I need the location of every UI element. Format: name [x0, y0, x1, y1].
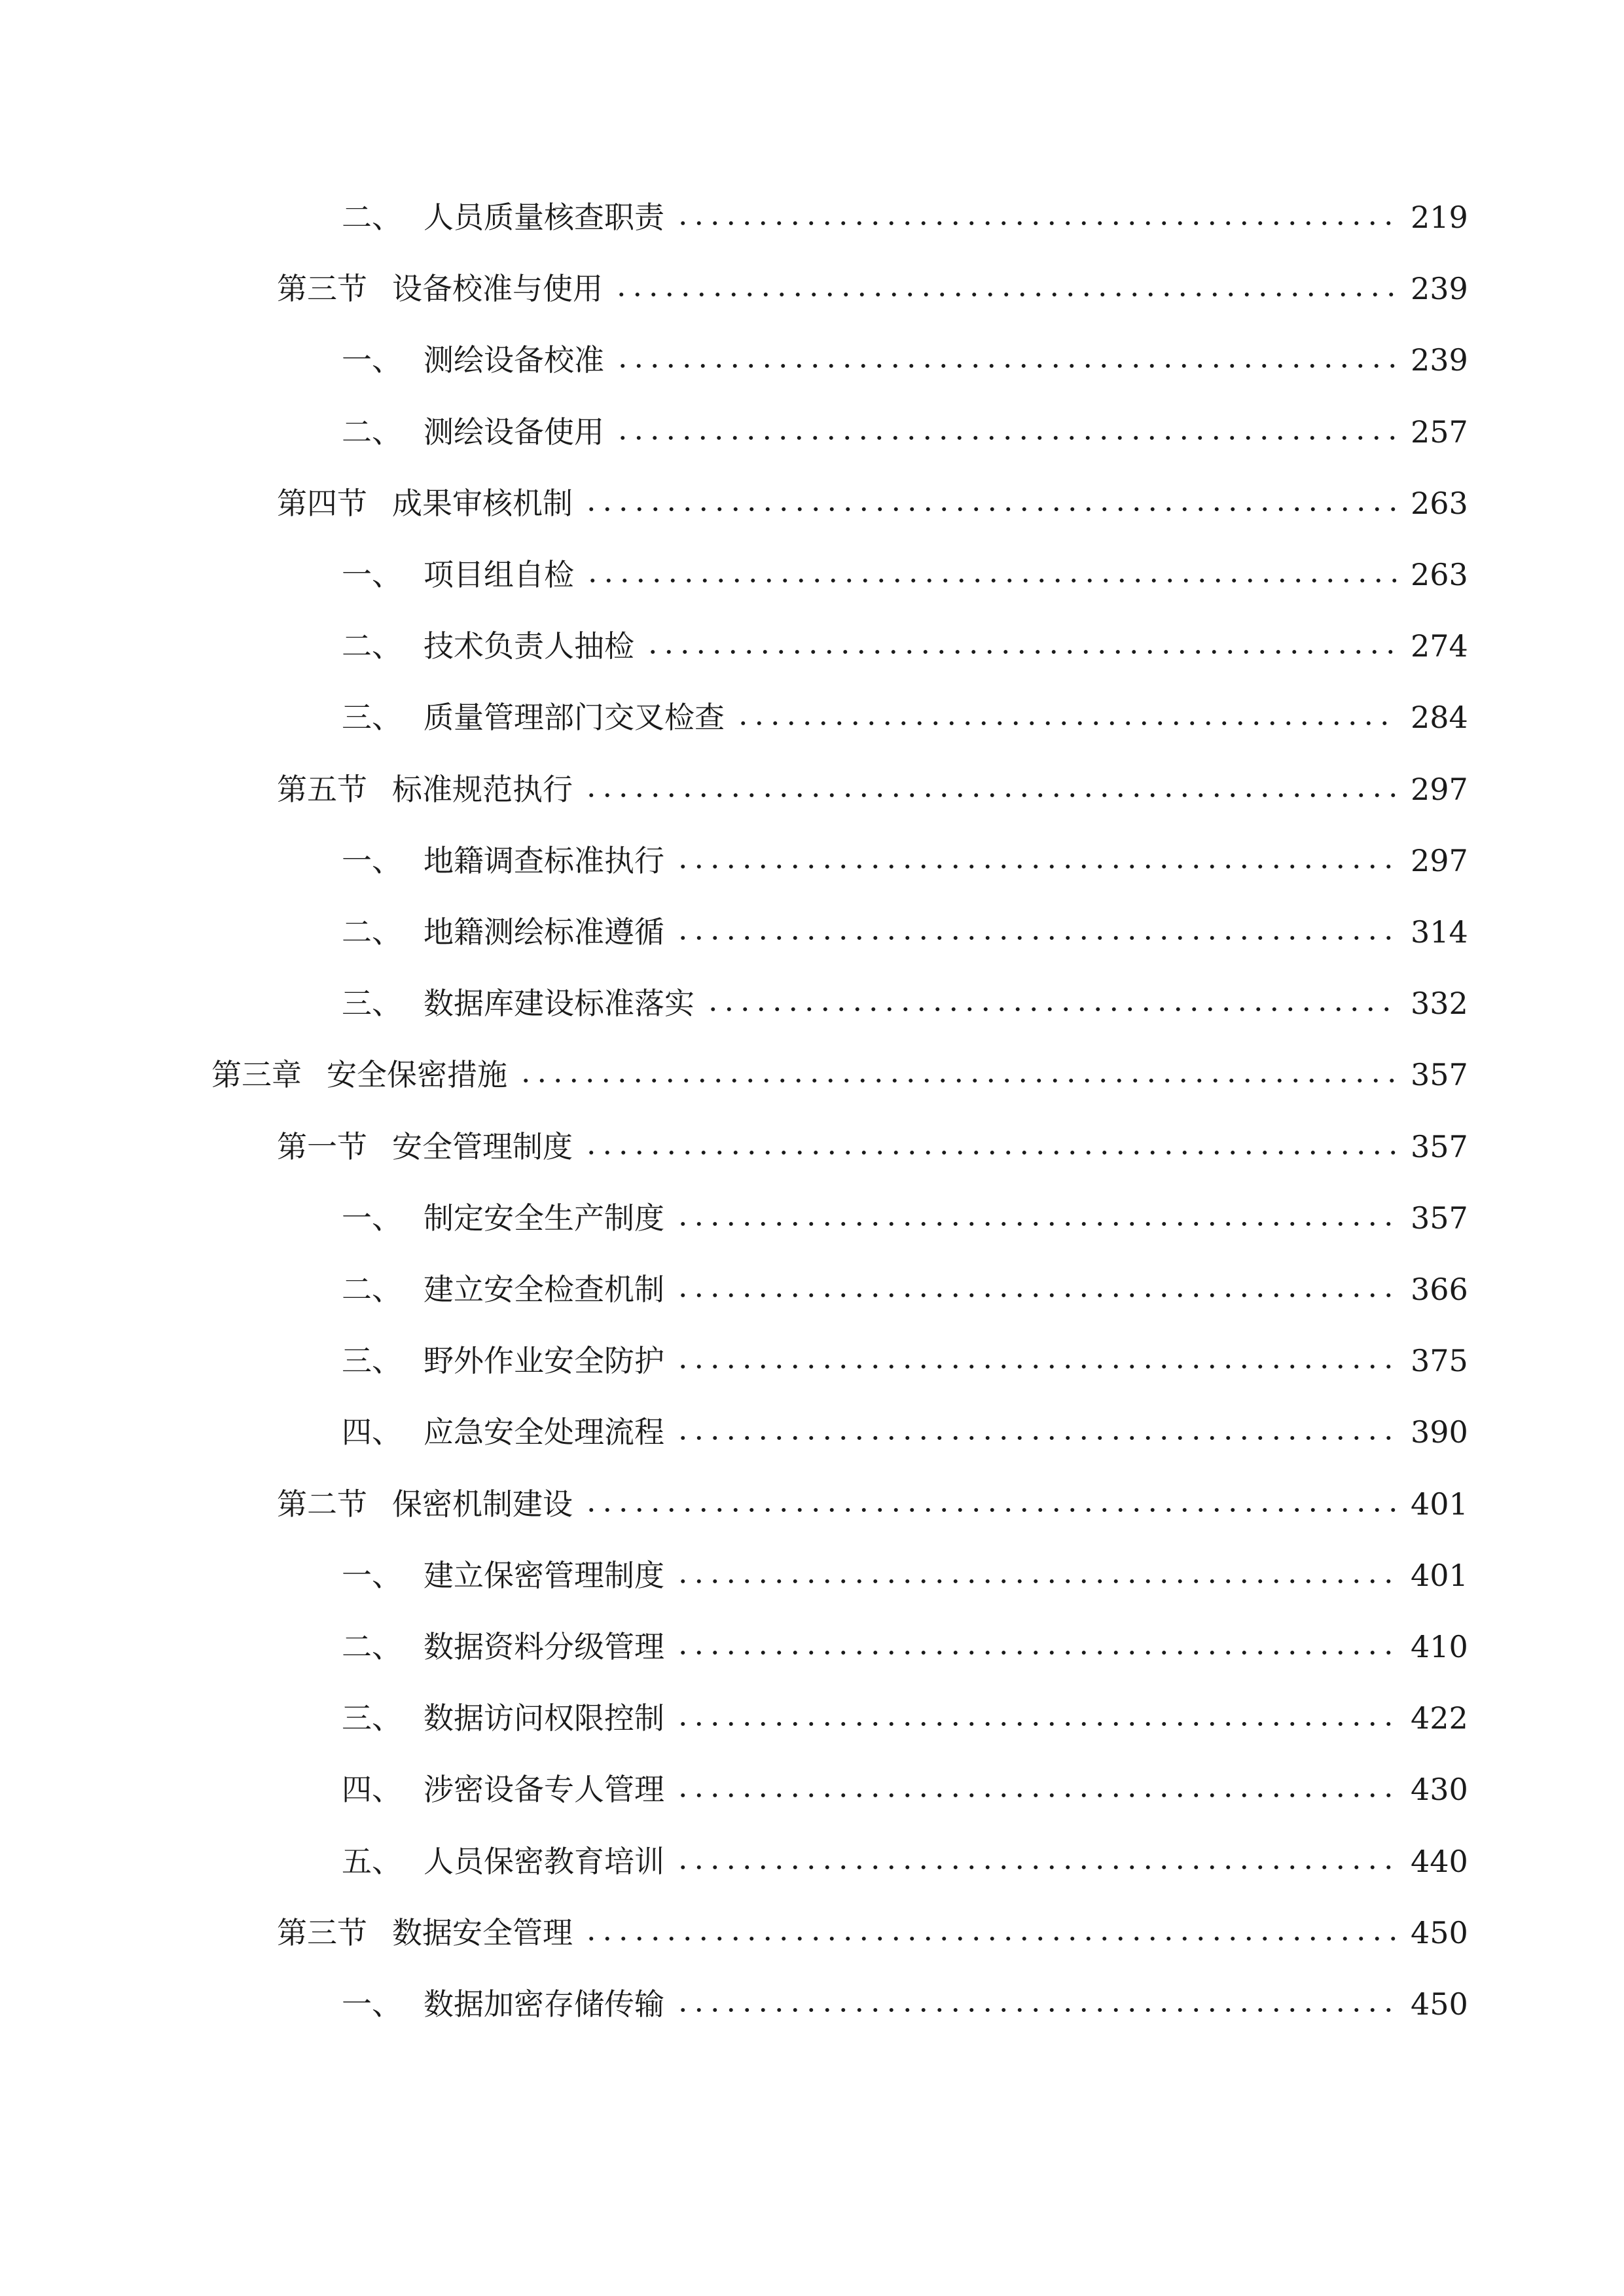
toc-entry[interactable]	[277, 262, 1468, 315]
toc-entry-label	[342, 548, 574, 601]
toc-entry-label	[342, 906, 664, 958]
toc-entry-page: 422	[1411, 1700, 1468, 1736]
toc-entry-label	[342, 1835, 664, 1888]
toc-entry-number: 三、	[342, 986, 402, 1021]
toc-entry[interactable]	[342, 1406, 1468, 1458]
toc-entry-title: 应急安全处理流程	[424, 1414, 664, 1450]
toc-entry-title: 保密机制建设	[392, 1486, 573, 1522]
toc-entry-label	[342, 977, 695, 1030]
toc-entry[interactable]	[342, 1263, 1468, 1316]
toc-entry-label	[211, 1049, 507, 1101]
toc-entry[interactable]	[342, 1763, 1468, 1816]
toc-entry-number: 三、	[342, 1343, 402, 1378]
toc-entry-number: 第二节	[277, 1486, 367, 1522]
toc-entry-page: 440	[1411, 1844, 1468, 1879]
dot-leader	[675, 863, 1396, 870]
toc-entry-number: 二、	[342, 414, 402, 450]
toc-entry-label	[342, 691, 725, 744]
dot-leader	[583, 1149, 1396, 1156]
toc-entry-page: 430	[1411, 1772, 1468, 1807]
toc-entry-page: 450	[1411, 1986, 1468, 2022]
toc-entry-number: 一、	[342, 843, 402, 878]
toc-entry-page: 274	[1411, 628, 1468, 664]
toc-entry-label	[342, 1978, 664, 2030]
dot-leader	[518, 1077, 1396, 1084]
toc-entry-title: 地籍调查标准执行	[424, 843, 664, 878]
toc-entry-page: 332	[1411, 986, 1468, 1021]
dot-leader	[675, 1221, 1396, 1227]
toc-entry-title: 人员质量核查职责	[424, 200, 664, 235]
dot-leader	[615, 435, 1396, 441]
toc-entry-number: 二、	[342, 914, 402, 950]
toc-entry-label	[342, 191, 664, 243]
toc-entry-number: 第五节	[277, 772, 367, 807]
toc-entry-page: 257	[1411, 414, 1468, 450]
toc-entry-title: 建立安全检查机制	[424, 1272, 664, 1307]
toc-entry[interactable]	[277, 763, 1468, 816]
toc-entry-page: 297	[1411, 843, 1468, 878]
toc-entry-number: 五、	[342, 1844, 402, 1879]
toc-entry-title: 数据资料分级管理	[424, 1629, 664, 1664]
toc-entry-title: 项目组自检	[424, 557, 574, 592]
toc-entry-label	[342, 334, 604, 386]
toc-entry-number: 第三节	[277, 271, 367, 306]
toc-entry-page: 366	[1411, 1272, 1468, 1307]
toc-entry-label	[277, 262, 603, 315]
dot-leader	[585, 577, 1396, 584]
toc-entry[interactable]	[277, 477, 1468, 529]
toc-entry[interactable]	[342, 1692, 1468, 1744]
toc-entry-title: 数据安全管理	[392, 1915, 573, 1950]
toc-entry-title: 技术负责人抽检	[424, 628, 634, 664]
dot-leader	[705, 1006, 1396, 1013]
toc-entry-title: 数据库建设标准落实	[424, 986, 695, 1021]
dot-leader	[675, 1792, 1396, 1799]
toc-entry-page: 314	[1411, 914, 1468, 950]
toc-entry-page: 219	[1411, 200, 1468, 235]
toc-entry-title: 设备校准与使用	[392, 271, 603, 306]
toc-entry-label	[342, 1692, 664, 1744]
toc-entry-title: 人员保密教育培训	[424, 1844, 664, 1879]
toc-entry-number: 二、	[342, 628, 402, 664]
toc-entry-label	[342, 834, 664, 887]
toc-entry-label	[277, 1121, 573, 1173]
toc-entry-number: 一、	[342, 557, 402, 592]
toc-entry-title: 建立保密管理制度	[424, 1558, 664, 1593]
toc-entry[interactable]	[342, 1335, 1468, 1387]
dot-leader	[675, 1721, 1396, 1727]
toc-entry-number: 四、	[342, 1414, 402, 1450]
toc-entry-number: 三、	[342, 700, 402, 735]
toc-entry-page: 263	[1411, 557, 1468, 592]
toc-entry-label	[342, 1621, 664, 1673]
dot-leader	[675, 1578, 1396, 1585]
toc-entry-page: 401	[1411, 1558, 1468, 1593]
dot-leader	[613, 291, 1396, 298]
toc-entry[interactable]	[342, 691, 1468, 744]
toc-entry-title: 质量管理部门交叉检查	[424, 700, 725, 735]
toc-entry[interactable]	[342, 1835, 1468, 1888]
toc-entry-page: 401	[1411, 1486, 1468, 1522]
toc-entry-number: 第四节	[277, 486, 367, 521]
toc-entry-label	[277, 1478, 573, 1530]
toc-entry-title: 地籍测绘标准遵循	[424, 914, 664, 950]
toc-entry-number: 四、	[342, 1772, 402, 1807]
toc-entry-page: 284	[1411, 700, 1468, 735]
toc-entry[interactable]	[342, 1192, 1468, 1244]
toc-entry[interactable]	[342, 548, 1468, 601]
toc-entry-page: 450	[1411, 1915, 1468, 1950]
toc-entry-page: 410	[1411, 1629, 1468, 1664]
toc-entry-page: 239	[1411, 271, 1468, 306]
toc-entry-label	[342, 406, 604, 458]
toc-entry-page: 357	[1411, 1200, 1468, 1236]
toc-entry-number: 第一节	[277, 1129, 367, 1164]
toc-entry-page: 357	[1411, 1129, 1468, 1164]
toc-entry-label	[342, 1263, 664, 1316]
toc-entry-number: 第三章	[211, 1057, 302, 1092]
dot-leader	[675, 1864, 1396, 1871]
toc-entry[interactable]	[342, 191, 1468, 243]
toc-entry-label	[342, 1763, 664, 1816]
toc-entry-title: 数据访问权限控制	[424, 1700, 664, 1736]
toc-entry[interactable]	[211, 1049, 1468, 1101]
toc-entry[interactable]	[342, 834, 1468, 887]
toc-entry-number: 二、	[342, 200, 402, 235]
toc-entry-page: 263	[1411, 486, 1468, 521]
dot-leader	[583, 506, 1396, 512]
toc-entry-number: 一、	[342, 342, 402, 378]
toc-entry-title: 测绘设备使用	[424, 414, 604, 450]
toc-entry-number: 第三节	[277, 1915, 367, 1950]
toc-entry[interactable]	[277, 1907, 1468, 1959]
toc-entry[interactable]	[342, 1549, 1468, 1602]
toc-entry-label	[277, 763, 573, 816]
dot-leader	[583, 1507, 1396, 1513]
toc-entry-label	[342, 1549, 664, 1602]
toc-entry-title: 安全保密措施	[327, 1057, 507, 1092]
toc-entry[interactable]	[342, 977, 1468, 1030]
toc-entry-label	[342, 1192, 664, 1244]
dot-leader	[675, 1292, 1396, 1299]
dot-leader	[645, 649, 1396, 655]
toc-entry[interactable]	[277, 1478, 1468, 1530]
dot-leader	[675, 220, 1396, 226]
toc-entry-number: 二、	[342, 1629, 402, 1664]
toc-entry-title: 安全管理制度	[392, 1129, 573, 1164]
toc-entry-label	[277, 477, 573, 529]
toc-entry-title: 数据加密存储传输	[424, 1986, 664, 2022]
toc-entry-page: 297	[1411, 772, 1468, 807]
toc-entry-title: 野外作业安全防护	[424, 1343, 664, 1378]
toc-entry-number: 一、	[342, 1558, 402, 1593]
toc-entry-title: 制定安全生产制度	[424, 1200, 664, 1236]
toc-entry-number: 一、	[342, 1200, 402, 1236]
toc-entry-title: 涉密设备专人管理	[424, 1772, 664, 1807]
dot-leader	[675, 1649, 1396, 1656]
toc-entry[interactable]	[277, 1121, 1468, 1173]
dot-leader	[675, 1363, 1396, 1370]
toc-entry-title: 成果审核机制	[392, 486, 573, 521]
toc-entry[interactable]	[342, 620, 1468, 672]
toc-entry[interactable]	[342, 334, 1468, 386]
dot-leader	[615, 363, 1396, 369]
toc-entry-label	[342, 620, 634, 672]
toc-entry-title: 标准规范执行	[392, 772, 573, 807]
dot-leader	[735, 720, 1396, 726]
toc-entry[interactable]	[342, 906, 1468, 958]
toc-entry[interactable]	[342, 1978, 1468, 2030]
toc-entry[interactable]	[342, 1621, 1468, 1673]
toc-entry-label	[277, 1907, 573, 1959]
toc-entry[interactable]	[342, 406, 1468, 458]
toc-entry-page: 357	[1411, 1057, 1468, 1092]
toc-entry-number: 二、	[342, 1272, 402, 1307]
dot-leader	[675, 1435, 1396, 1441]
toc-entry-label	[342, 1335, 664, 1387]
toc-entry-page: 375	[1411, 1343, 1468, 1378]
toc-entry-page: 390	[1411, 1414, 1468, 1450]
dot-leader	[583, 792, 1396, 798]
toc-entry-label	[342, 1406, 664, 1458]
toc-entry-page: 239	[1411, 342, 1468, 378]
toc-entry-title: 测绘设备校准	[424, 342, 604, 378]
toc-entry-number: 一、	[342, 1986, 402, 2022]
toc-entry-number: 三、	[342, 1700, 402, 1736]
dot-leader	[675, 935, 1396, 941]
dot-leader	[583, 1935, 1396, 1942]
dot-leader	[675, 2007, 1396, 2013]
